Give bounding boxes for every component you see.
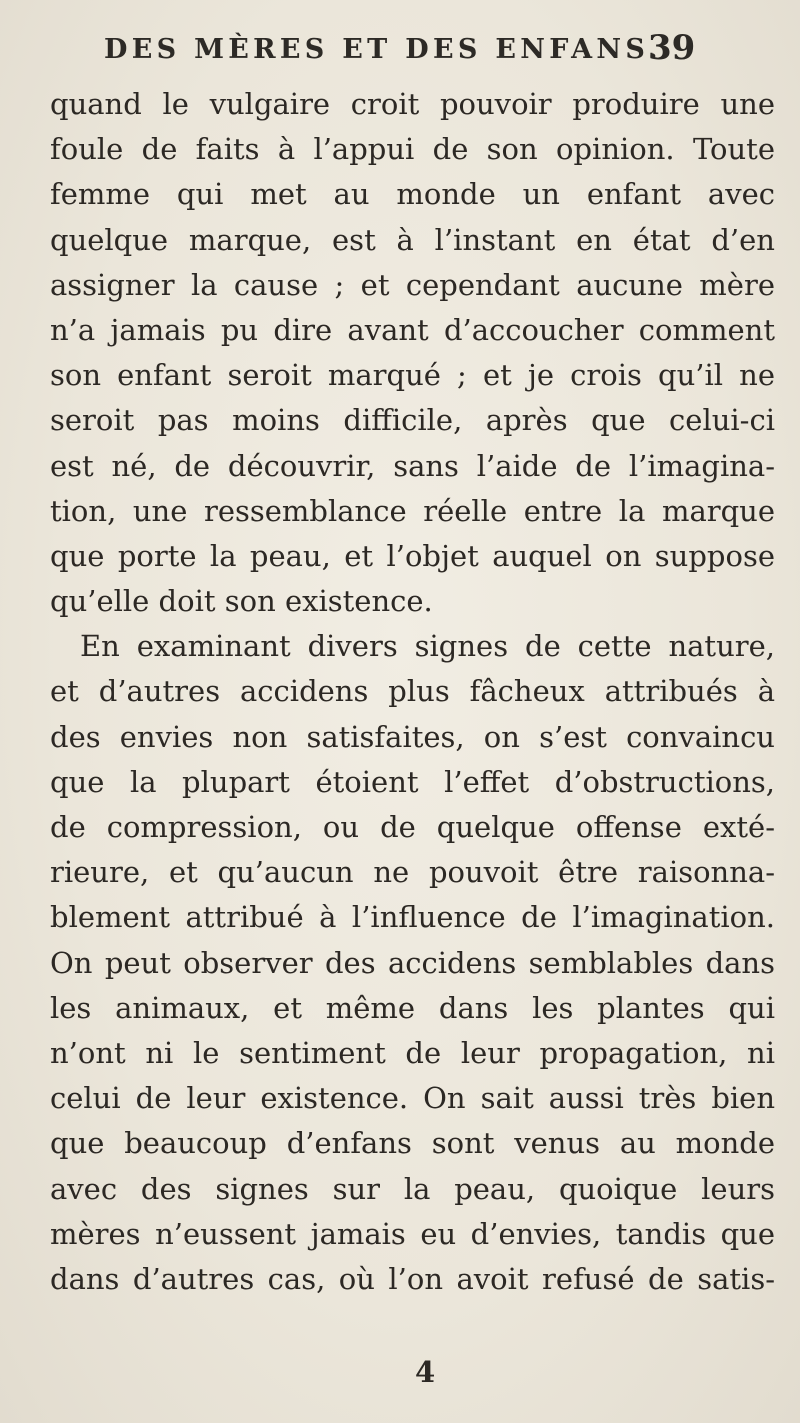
text-line: mères n’eussent jamais eu d’envies, tandis que <box>50 1216 775 1251</box>
text-line: est né, de découvrir, sans l’aide de l’imagina- <box>50 448 775 483</box>
signature-mark: 4 <box>415 1355 436 1389</box>
text-line: blement attribué à l’influence de l’imagination. <box>50 900 775 935</box>
running-head <box>0 24 800 84</box>
text-line: que porte la peau, et l’objet auquel on suppose <box>50 538 775 573</box>
text-line: femme qui met au monde un enfant avec <box>50 177 775 212</box>
text-line: rieure, et qu’aucun ne pouvoit être raisonna- <box>50 855 775 890</box>
running-title: DES MÈRES ET DES ENFANS. <box>104 34 662 65</box>
text-line: seroit pas moins difficile, après que celui-ci <box>50 403 775 438</box>
text-line: que beaucoup d’enfans sont venus au monde <box>50 1126 775 1161</box>
text-line: des envies non satisfaites, on s’est convaincu <box>50 719 775 754</box>
text-line: de compression, ou de quelque offense exté- <box>50 810 775 844</box>
text-line: En examinant divers signes de cette nature, <box>80 629 775 664</box>
text-line: tion, une ressemblance réelle entre la marque <box>50 493 775 528</box>
text-line: assigner la cause ; et cependant aucune mère <box>50 267 775 302</box>
text-line: et d’autres accidens plus fâcheux attribués à <box>50 674 775 709</box>
text-line: On peut observer des accidens semblables dans <box>50 945 775 980</box>
text-line: qu’elle doit son existence. <box>50 584 433 619</box>
body-text <box>50 82 775 1302</box>
text-line: celui de leur existence. On sait aussi très bien <box>50 1081 775 1116</box>
text-line: quelque marque, est à l’instant en état d’en <box>50 222 775 257</box>
page-number: 39 <box>648 28 696 68</box>
text-line: avec des signes sur la peau, quoique leurs <box>50 1171 775 1206</box>
text-line: quand le vulgaire croit pouvoir produire une <box>50 87 775 121</box>
text-line: foule de faits à l’appui de son opinion. Toute <box>50 132 775 167</box>
text-line: n’a jamais pu dire avant d’accoucher comment <box>50 312 775 347</box>
text-line: les animaux, et même dans les plantes qui <box>50 990 775 1025</box>
text-line: n’ont ni le sentiment de leur propagation, ni <box>50 1035 775 1070</box>
text-line: dans d’autres cas, où l’on avoit refusé de satis- <box>50 1261 775 1296</box>
text-line: que la plupart étoient l’effet d’obstructions, <box>50 764 775 799</box>
text-line: son enfant seroit marqué ; et je crois qu’il ne <box>50 358 775 393</box>
